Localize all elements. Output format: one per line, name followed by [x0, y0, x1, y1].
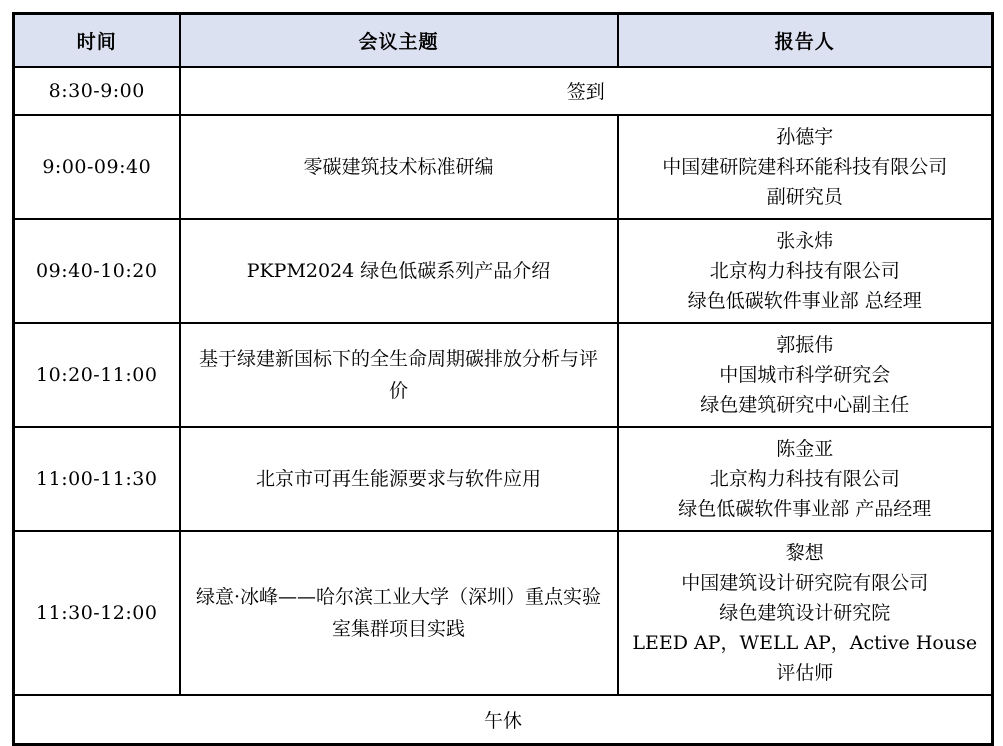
time-cell: 09:40-10:20	[14, 219, 180, 323]
speaker-line: 中国建研院建科环能科技有限公司	[662, 155, 948, 178]
speaker-cell	[618, 323, 993, 427]
topic-cell: 基于绿建新国标下的全生命周期碳排放分析与评价	[180, 323, 618, 427]
header-time: 时间	[14, 14, 180, 67]
time-cell: 11:30-12:00	[14, 531, 180, 695]
time-cell: 10:20-11:00	[14, 323, 180, 427]
merged-cell: 签到	[180, 67, 993, 115]
speaker-line: 绿色建筑研究中心副主任	[700, 393, 910, 416]
header-row	[14, 14, 993, 67]
table-row	[14, 67, 993, 115]
table-row	[14, 427, 993, 531]
topic-cell: 北京市可再生能源要求与软件应用	[180, 427, 618, 531]
speaker-line: 绿色低碳软件事业部 总经理	[687, 289, 922, 312]
topic-cell: 绿意·冰峰——哈尔滨工业大学（深圳）重点实验室集群项目实践	[180, 531, 618, 695]
speaker-line: 郭振伟	[776, 333, 834, 356]
header-topic: 会议主题	[180, 14, 618, 67]
time-cell: 11:00-11:30	[14, 427, 180, 531]
time-cell: 9:00-09:40	[14, 115, 180, 219]
table-row	[14, 323, 993, 427]
speaker-line: 评估师	[776, 661, 834, 684]
fullspan-cell: 午休	[14, 695, 993, 745]
speaker-cell	[618, 219, 993, 323]
time-cell: 8:30-9:00	[14, 67, 180, 115]
speaker-line: 北京构力科技有限公司	[709, 259, 900, 282]
schedule-body	[14, 67, 993, 745]
speaker-line: 绿色低碳软件事业部 产品经理	[678, 497, 932, 520]
speaker-line: 孙德宇	[776, 125, 834, 148]
table-row	[14, 531, 993, 695]
speaker-cell	[618, 531, 993, 695]
speaker-line: 陈金亚	[776, 437, 834, 460]
speaker-line: 中国建筑设计研究院有限公司	[681, 571, 929, 594]
topic-cell: 零碳建筑技术标准研编	[180, 115, 618, 219]
speaker-cell	[618, 115, 993, 219]
schedule-table	[12, 12, 994, 746]
speaker-line: 黎想	[785, 541, 824, 564]
table-row	[14, 115, 993, 219]
table-row	[14, 219, 993, 323]
header-speaker: 报告人	[618, 14, 993, 67]
speaker-line: 副研究员	[766, 185, 843, 208]
table-row	[14, 695, 993, 745]
speaker-line: LEED AP，WELL AP，Active House	[632, 631, 978, 654]
speaker-line: 北京构力科技有限公司	[709, 467, 900, 490]
speaker-cell	[618, 427, 993, 531]
topic-cell: PKPM2024 绿色低碳系列产品介绍	[180, 219, 618, 323]
speaker-line: 张永炜	[776, 229, 834, 252]
speaker-line: 中国城市科学研究会	[719, 363, 891, 386]
speaker-line: 绿色建筑设计研究院	[719, 601, 891, 624]
